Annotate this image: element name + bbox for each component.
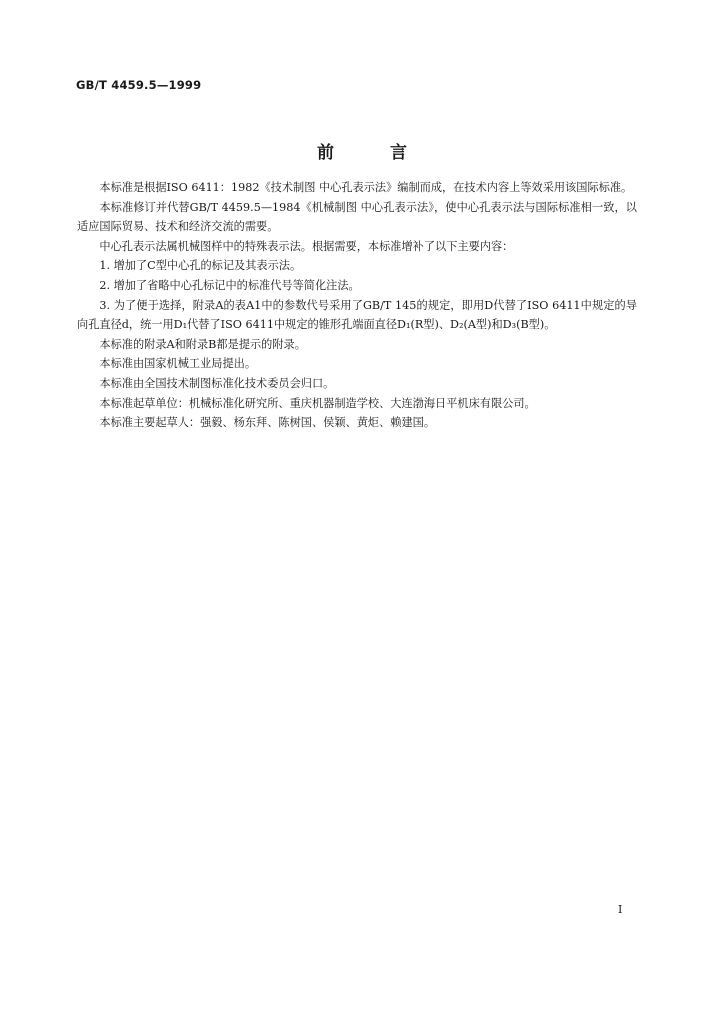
paragraph: 中心孔表示法属机械图样中的特殊表示法。根据需要，本标准增补了以下主要内容： xyxy=(99,239,514,253)
list-item: 2. 增加了省略中心孔标记中的标准代号等简化注法。 xyxy=(99,278,360,292)
paragraph: 本标准主要起草人：强毅、杨东拜、陈树国、侯颖、黄炬、赖建国。 xyxy=(99,416,436,430)
standard-number: GB/T 4459.5—1999 xyxy=(76,78,202,92)
page-title: 前言 xyxy=(317,143,463,163)
page-number: I xyxy=(618,903,623,916)
paragraph: 本标准由全国技术制图标准化技术委员会归口。 xyxy=(99,376,335,390)
foreword-body xyxy=(77,178,637,433)
paragraph: 本标准修订并代替GB/T 4459.5—1984《机械制图 中心孔表示法》，使中心孔表示法与国际标准相一致，以适应国际贸易、技术和经济交流的需要。 xyxy=(77,200,637,234)
paragraph: 本标准是根据ISO 6411：1982《技术制图 中心孔表示法》编制而成，在技术内容上等效采用该国际标准。 xyxy=(99,181,633,194)
paragraph: 本标准的附录A和附录B都是提示的附录。 xyxy=(99,337,306,351)
list-item: 1. 增加了C型中心孔的标记及其表示法。 xyxy=(99,259,302,273)
list-item: 3. 为了便于选择，附录A的表A1中的参数代号采用了GB/T 145的规定，即用D代替了ISO 6411中规定的导向孔直径d，统一用D₁代替了ISO 6411中规定的锥形孔端面直径D₁(R型)、D₂(A型)和D₃(B型)。 xyxy=(77,298,637,332)
paragraph: 本标准由国家机械工业局提出。 xyxy=(99,357,257,371)
paragraph: 本标准起草单位：机械标准化研究所、重庆机器制造学校、大连渤海日平机床有限公司。 xyxy=(99,396,536,410)
